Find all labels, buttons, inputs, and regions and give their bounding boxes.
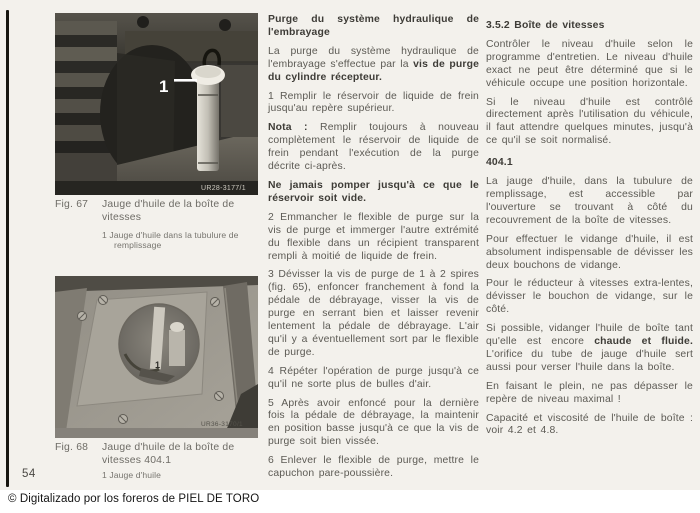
figure-68-callout: 1	[155, 360, 161, 370]
nota-text: Remplir toujours à nouveau complètement le réservoir de liquide de frein pendant l'exécution de la purge décrite ci-après.	[268, 122, 479, 173]
step-1: 1 Remplir le réservoir de liquide de frein jusqu'au repère supérieur.	[268, 90, 479, 115]
figure-67-legend: 1 Jauge d'huile dans la tubulure de remplissage	[102, 230, 239, 251]
paragraph-huile-chaude-pre: Si possible, vidanger l'huile de boîte tant qu'elle est encore	[486, 323, 693, 348]
step-2: 2 Emmancher le flexible de purge sur la vis de purge et immerger l'autre extrémité du flexible dans un récipient transparent rempli à moitié de liquide de frein.	[268, 211, 479, 262]
paragraph-huile-chaude-post: L'orifice du tube de jauge d'huile sert aussi pour verser l'huile dans la boîte.	[486, 348, 693, 373]
paragraph-repere-maximal: En faisant le plein, ne pas dépasser le repère de niveau maximal !	[486, 380, 693, 405]
paragraph-huile-chaude	[486, 323, 693, 375]
paragraph-intro-bold: vis de purge du cylindre récepteur.	[268, 58, 479, 83]
figure-68-label: Fig. 68	[55, 442, 89, 453]
column-purge-embrayage	[268, 14, 479, 487]
figure-67-photo-ref: UR28-3177/1	[201, 185, 246, 192]
paragraph-vidange: Pour effectuer le vidange d'huile, il est absolument indispensable de dévisser les deux bouchons de vidange.	[486, 233, 693, 271]
figure-68-photo-ref: UR36-3170/1	[201, 421, 243, 428]
paragraph-niveau-2: Si le niveau d'huile est contrôlé directement après l'utilisation du véhicule, il faut attendre quelques minutes, jusqu'à ce qu'il se soit normalisé.	[486, 96, 693, 147]
paragraph-reducteur: Pour le réducteur à vitesses extra-lentes, dévisser le bouchon de vidange, sur le côté.	[486, 278, 693, 316]
figure-68-caption	[55, 442, 261, 467]
page-number: 54	[22, 468, 36, 480]
figure-68-legend: 1 Jauge d'huile	[102, 470, 162, 480]
column-boite-de-vitesses	[486, 20, 693, 444]
figure-67-callout: 1	[159, 77, 169, 96]
figure-67-caption	[55, 199, 261, 224]
figure-67-label: Fig. 67	[55, 199, 89, 210]
paragraph-intro-text: La purge du système hydraulique de l'embrayage s'effectue par la	[268, 45, 479, 70]
figure-67-caption-text: Jauge d'huile de la boîte de vitesses	[102, 199, 235, 223]
step-5: 5 Après avoir enfoncé pour la dernière fois la pédale de débrayage, la maintenir en position basse jusqu'à ce que la vis de purge soit bien vissée.	[268, 397, 479, 448]
step-3: 3 Dévisser la vis de purge de 1 à 2 spires (fig. 65), enfoncer franchement à fond la pédale de débrayage, visser la vis de purge en serrant bien et laisser revenir lentement la pédale de débrayage. L'air qu'il y a éventuellement sort par le flexible de purge.	[268, 269, 479, 358]
step-4: 4 Répéter l'opération de purge jusqu'à ce qu'il ne sorte plus de bulles d'air.	[268, 365, 479, 390]
binding-edge-line	[6, 10, 9, 487]
nota-paragraph	[268, 122, 479, 174]
section-heading-boite: 3.5.2 Boîte de vitesses	[486, 20, 605, 31]
digitization-credit: © Digitalizado por los foreros de PIEL DE TORO	[8, 493, 260, 505]
paragraph-intro	[268, 46, 479, 85]
figure-67-photo	[55, 13, 258, 195]
figure-68-photo	[55, 276, 258, 438]
paragraph-huile-chaude-bold: chaude et fluide.	[594, 336, 693, 348]
step-6: 6 Enlever le flexible de purge, mettre le capuchon pare-poussière.	[268, 455, 479, 480]
warning-paragraph: Ne jamais pomper jusqu'à ce que le réservoir soit vide.	[268, 179, 479, 204]
subheading-404-1: 404.1	[486, 157, 513, 169]
paragraph-capacite: Capacité et viscosité de l'huile de boîte : voir 4.2 et 4.8.	[486, 412, 693, 437]
paragraph-jauge: La jauge d'huile, dans la tubulure de remplissage, est accessible par l'ouverture se trouvant à côté du recouvrement de la boîte de vitesses.	[486, 176, 693, 226]
paragraph-niveau-1: Contrôler le niveau d'huile selon le programme d'entretien. Le niveau d'huile exact ne peut être déterminé que si le véhicule occupe une position horizontale.	[486, 38, 693, 89]
figure-68-caption-text: Jauge d'huile de la boîte de vitesses 404.1	[102, 442, 235, 466]
section-heading-purge: Purge du système hydraulique de l'embrayage	[268, 14, 479, 38]
nota-label: Nota :	[268, 122, 308, 134]
